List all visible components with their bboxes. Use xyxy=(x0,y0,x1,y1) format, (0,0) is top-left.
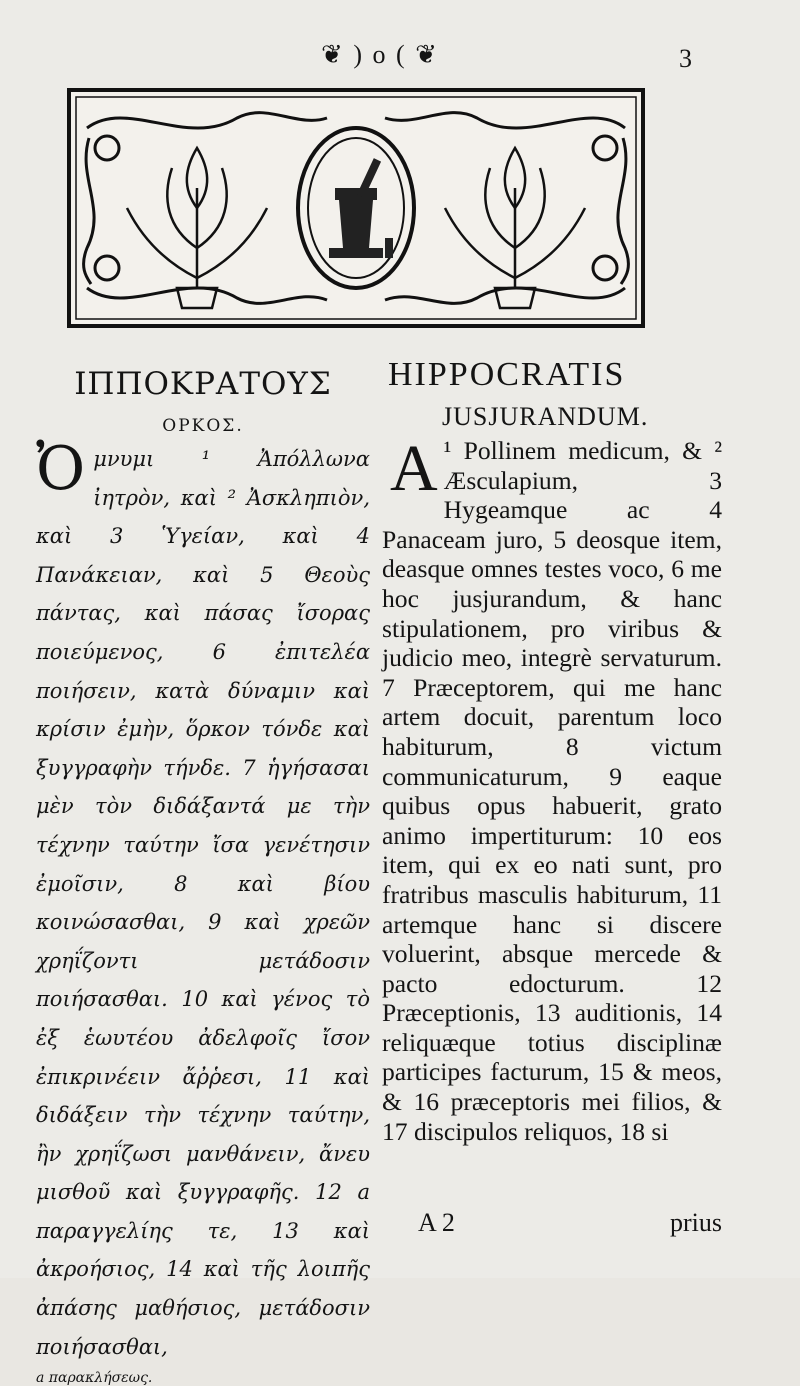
greek-subtitle: ΟΡΚΟΣ. xyxy=(162,416,244,436)
greek-oath-text xyxy=(36,434,370,1366)
latin-title: HIPPOCRATIS xyxy=(388,356,626,393)
greek-body-text: μνυμι ¹ Ἀπόλλωνα ἰητρὸν, καὶ ² Ἀσκληπιὸν, καὶ 3 Ὑγείαν, καὶ 4 Πανάκειαν, καὶ 5 Θεοὺς πάντας, καὶ πάσας ἴσορας ποιεύμενος, 6 ἐπιτελέα ποιήσειν, κατὰ δύναμιν καὶ κρίσιν ἐμὴν, ὅρκον τόνδε καὶ ξυγγραφὴν τήνδε. 7 ἡγήσασαι μὲν τὸν διδάξαντά με τὴν τέχνην ταύτην ἴσα γενέτησιν ἐμοῖσιν, 8 καὶ βίου κοινώσασθαι, 9 καὶ χρεῶν χρηΐζοντι μετάδοσιν ποιήσασθαι. 10 καὶ γένος τὸ ἐξ ἑωυτέου ἀδελφοῖς ἴσον ἐπικρινέειν ἄῤῥεσι, 11 καὶ διδάξειν τὴν τέχνην ταύτην, ἢν χρηΐζωσι μανθάνειν, ἄνευ μισθοῦ καὶ ξυγγραφῆς. 12 a παραγγελίης τε, 13 καὶ ἀκροήσιος, 14 καὶ τῆς λοιπῆς ἀπάσης μαθήσιος, μετάδοσιν ποιήσασθαι, xyxy=(36,447,370,1359)
greek-footnote: a παρακλήσεως. xyxy=(36,1370,153,1386)
headpiece-ornament-image xyxy=(67,88,645,328)
signature-mark: A 2 xyxy=(418,1208,455,1237)
latin-subtitle: JUSJURANDUM. xyxy=(442,402,649,431)
signature-row xyxy=(382,1208,722,1242)
running-head: ❦ ) o ( ❦ xyxy=(321,40,439,69)
latin-body-text: ¹ Pollinem medicum, & ² Æsculapium, 3 Hygeamque ac 4 Panaceam juro, 5 deosque item, deasque omnes testes voco, 6 me hoc jusjurandum, & hanc stipulationem, pro viribus & judicio meo, integrè servaturum. 7 Præceptorem, qui me hanc artem docuit, parentum loco habiturum, 8 victum communicaturum, 9 eaque quibus opus habuerit, grato animo impertiturum: 10 eos item, qui ex eo nati sunt, pro fratribus masculis habiturum, 11 artemque hanc si discere voluerint, absque mercede & pacto edocturum. 12 Præceptionis, 13 auditionis, 14 reliquæque totius disciplinæ participes facturum, 15 & meos, & 16 præceptoris mei filios, & 17 discipulos reliquos, 18 si xyxy=(382,436,722,1146)
latin-drop-cap: A xyxy=(390,432,438,505)
latin-oath-text xyxy=(382,432,722,1146)
greek-drop-cap: Ὀ xyxy=(36,434,86,504)
latin-column xyxy=(382,356,722,1146)
page-number: 3 xyxy=(679,44,692,73)
catchword: prius xyxy=(670,1208,722,1237)
greek-column xyxy=(36,356,370,1386)
greek-title: ΙΠΠΟΚΡΑΤΟΥΣ xyxy=(74,366,332,402)
